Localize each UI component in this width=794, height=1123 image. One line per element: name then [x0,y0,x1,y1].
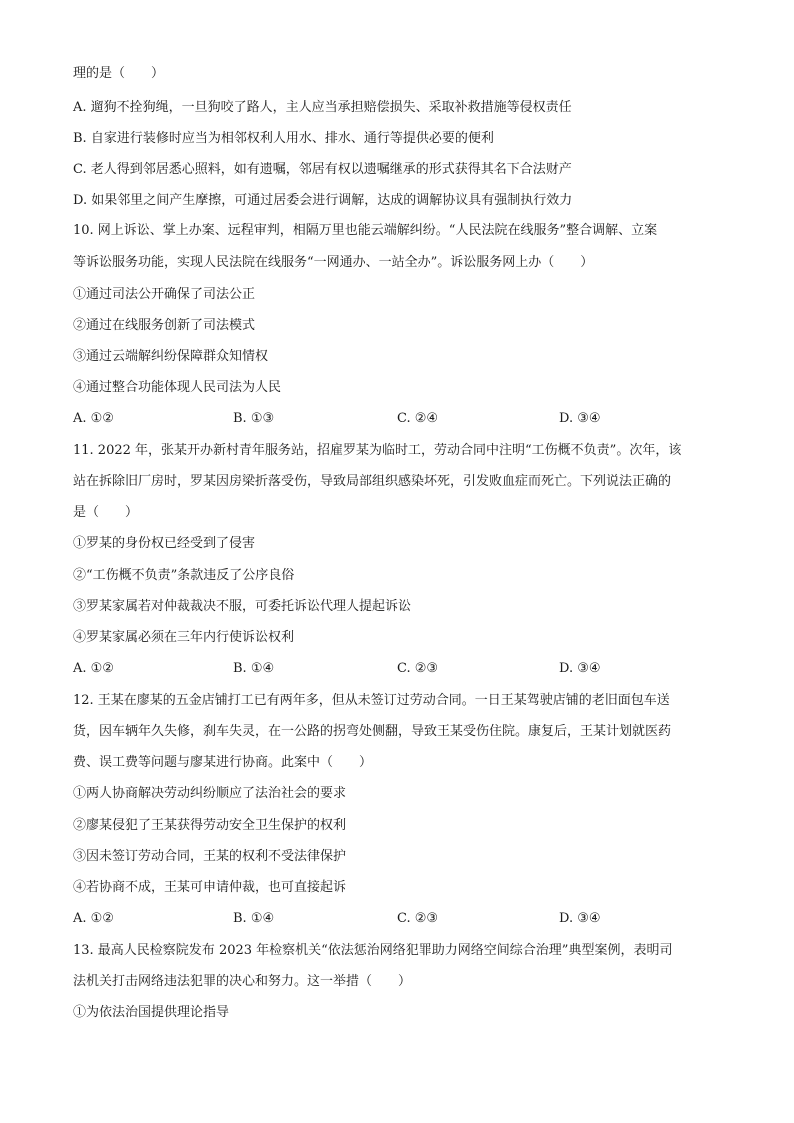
q11-stem-line: 是（ ） [73,505,139,520]
q9-option-b: B. 自家进行装修时应当为相邻权利人用水、排水、通行等提供必要的便利 [73,131,494,146]
q12-choice-c: C. ②③ [397,911,439,926]
q10-statement: ①通过司法公开确保了司法公正 [73,287,256,302]
q10-stem-line: 等诉讼服务功能，实现人民法院在线服务“一网通办、一站全办”。诉讼服务网上办（ ） [73,255,594,270]
q9-option-a: A. 遛狗不拴狗绳，一旦狗咬了路人，主人应当承担赔偿损失、采取补救措施等侵权责任 [73,100,572,115]
q9-stem-tail: 理的是（ ） [73,66,165,81]
q12-statement: ③因未签订劳动合同，王某的权利不受法律保护 [73,849,347,864]
q11-statement: ②“工伤概不负责”条款违反了公序良俗 [73,568,295,583]
q10-choice-d: D. ③④ [559,411,601,426]
q13-statement: ①为依法治国提供理论指导 [73,1005,230,1020]
q11-choice-a: A. ①② [73,661,114,676]
q12-statement: ②廖某侵犯了王某获得劳动安全卫生保护的权利 [73,818,347,833]
q12-choice-b: B. ①④ [233,911,275,926]
q11-choice-d: D. ③④ [559,661,601,676]
q12-stem-line: 12. 王某在廖某的五金店铺打工已有两年多，但从未签订过劳动合同。一日王某驾驶店铺的老旧面包车送 [73,693,670,708]
q10-choice-a: A. ①② [73,411,114,426]
q13-stem-line: 13. 最高人民检察院发布 2023 年检察机关“依法惩治网络犯罪助力网络空间综合治理”典型案例，表明司 [73,943,673,958]
q10-statement: ③通过云端解纠纷保障群众知情权 [73,349,269,364]
q10-choice-c: C. ②④ [397,411,439,426]
q12-stem-line: 货，因车辆年久失修，刹车失灵，在一公路的拐弯处侧翻，导致王某受伤住院。康复后，王某计划就医药 [73,724,672,739]
q11-stem-line: 站在拆除旧厂房时，罗某因房梁折落受伤，导致局部组织感染坏死，引发败血症而死亡。下列说法正确的 [73,474,672,489]
q12-choice-a: A. ①② [73,911,114,926]
q10-statement: ④通过整合功能体现人民司法为人民 [73,380,282,395]
q11-choice-b: B. ①④ [233,661,275,676]
q11-statement: ④罗某家属必须在三年内行使诉讼权利 [73,630,295,645]
q9-option-c: C. 老人得到邻居悉心照料，如有遗嘱，邻居有权以遗嘱继承的形式获得其名下合法财产 [73,162,572,177]
q10-statement: ②通过在线服务创新了司法模式 [73,318,256,333]
q9-option-d: D. 如果邻里之间产生摩擦，可通过居委会进行调解，达成的调解协议具有强制执行效力 [73,193,573,208]
q12-stem-line: 费、误工费等问题与廖某进行协商。此案中（ ） [73,755,373,770]
q12-choices [73,910,723,928]
q11-choices [73,660,723,678]
q11-stem-line: 11. 2022 年，张某开办新村青年服务站，招雇罗某为临时工，劳动合同中注明“工伤概不负责”。次年，该 [73,443,682,458]
q10-choices [73,410,723,428]
q12-statement: ①两人协商解决劳动纠纷顺应了法治社会的要求 [73,786,347,801]
q10-choice-b: B. ①③ [233,411,275,426]
q13-stem-line: 法机关打击网络违法犯罪的决心和努力。这一举措（ ） [73,974,412,989]
q12-statement: ④若协商不成，王某可申请仲裁，也可直接起诉 [73,880,347,895]
q12-choice-d: D. ③④ [559,911,601,926]
q11-statement: ①罗某的身份权已经受到了侵害 [73,536,256,551]
q11-statement: ③罗某家属若对仲裁裁决不服，可委托诉讼代理人提起诉讼 [73,599,412,614]
q10-stem-line: 10. 网上诉讼、掌上办案、远程审判，相隔万里也能云端解纠纷。“人民法院在线服务”整合调解、立案 [73,223,658,238]
q11-choice-c: C. ②③ [397,661,439,676]
